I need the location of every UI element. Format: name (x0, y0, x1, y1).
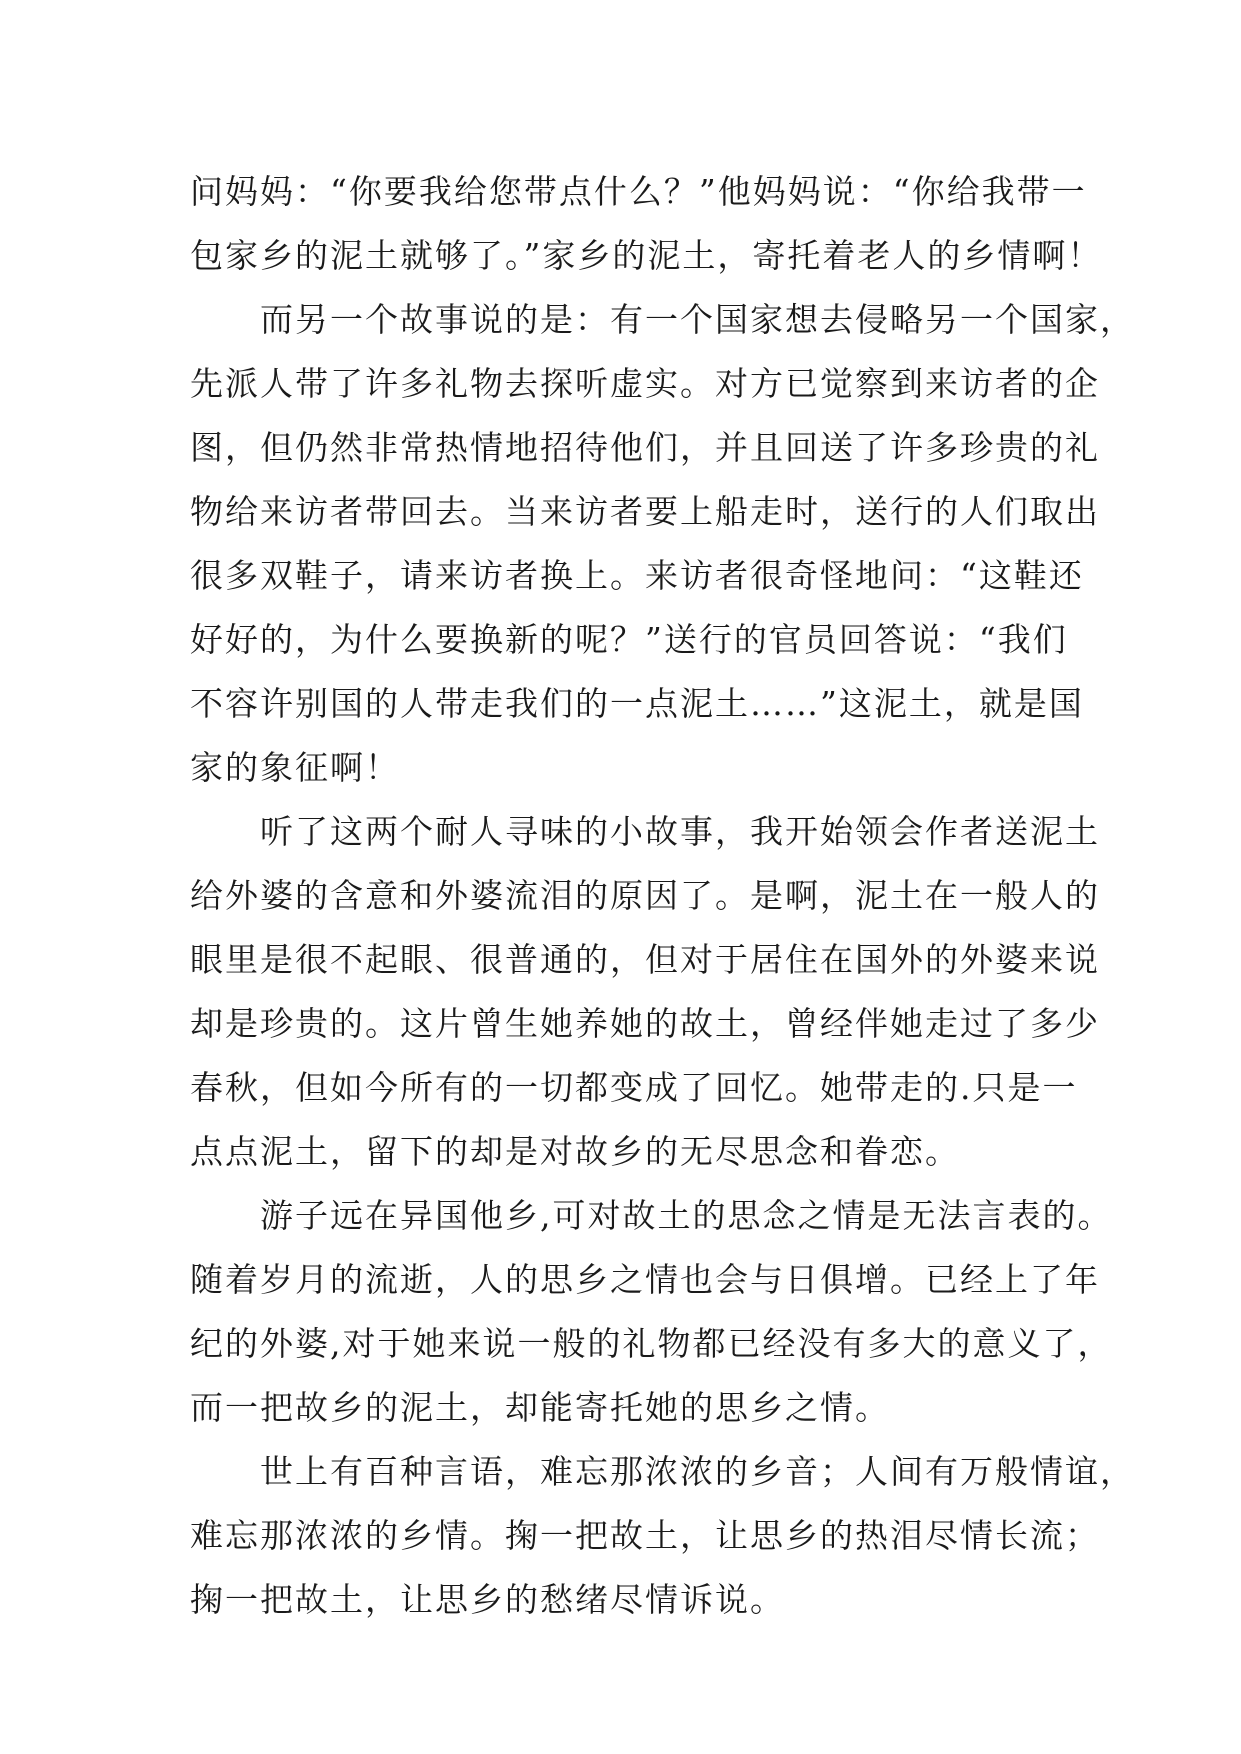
text-line: 而另一个故事说的是：有一个国家想去侵略另一个国家， (190, 300, 1135, 339)
text-line: 春秋，但如今所有的一切都变成了回忆。她带走的.只是一 (190, 1068, 1078, 1107)
text-line: 很多双鞋子，请来访者换上。来访者很奇怪地问：“这鞋还 (190, 556, 1084, 595)
text-line: 随着岁月的流逝，人的思乡之情也会与日俱增。已经上了年 (190, 1260, 1100, 1299)
text-line: 不容许别国的人带走我们的一点泥土……”这泥土，就是国 (190, 684, 1084, 723)
text-line: 物给来访者带回去。当来访者要上船走时，送行的人们取出 (190, 492, 1100, 531)
text-line: 听了这两个耐人寻味的小故事，我开始领会作者送泥土 (190, 812, 1100, 851)
text-line: 游子远在异国他乡,可对故土的思念之情是无法言表的。 (190, 1196, 1113, 1235)
text-line: 而一把故乡的泥土，却能寄托她的思乡之情。 (190, 1388, 890, 1427)
text-line: 世上有百种言语，难忘那浓浓的乡音；人间有万般情谊， (190, 1452, 1135, 1491)
text-line: 难忘那浓浓的乡情。掬一把故土，让思乡的热泪尽情长流； (190, 1516, 1100, 1555)
text-line: 眼里是很不起眼、很普通的，但对于居住在国外的外婆来说 (190, 940, 1100, 979)
body-text (190, 160, 1135, 1632)
text-line: 给外婆的含意和外婆流泪的原因了。是啊，泥土在一般人的 (190, 876, 1100, 915)
text-line: 问妈妈：“你要我给您带点什么？”他妈妈说：“你给我带一 (190, 172, 1087, 211)
text-line: 好好的，为什么要换新的呢？”送行的官员回答说：“我们 (190, 620, 1068, 659)
text-line: 图，但仍然非常热情地招待他们，并且回送了许多珍贵的礼 (190, 428, 1100, 467)
text-line: 却是珍贵的。这片曾生她养她的故土，曾经伴她走过了多少 (190, 1004, 1100, 1043)
text-line: 点点泥土，留下的却是对故乡的无尽思念和眷恋。 (190, 1132, 960, 1171)
text-line: 纪的外婆,对于她来说一般的礼物都已经没有多大的意义了， (190, 1324, 1113, 1363)
text-line: 家的象征啊！ (190, 748, 400, 787)
text-line: 掬一把故土，让思乡的愁绪尽情诉说。 (190, 1580, 785, 1619)
text-line: 先派人带了许多礼物去探听虚实。对方已觉察到来访者的企 (190, 364, 1100, 403)
text-line: 包家乡的泥土就够了。”家乡的泥土，寄托着老人的乡情啊！ (190, 236, 1103, 275)
